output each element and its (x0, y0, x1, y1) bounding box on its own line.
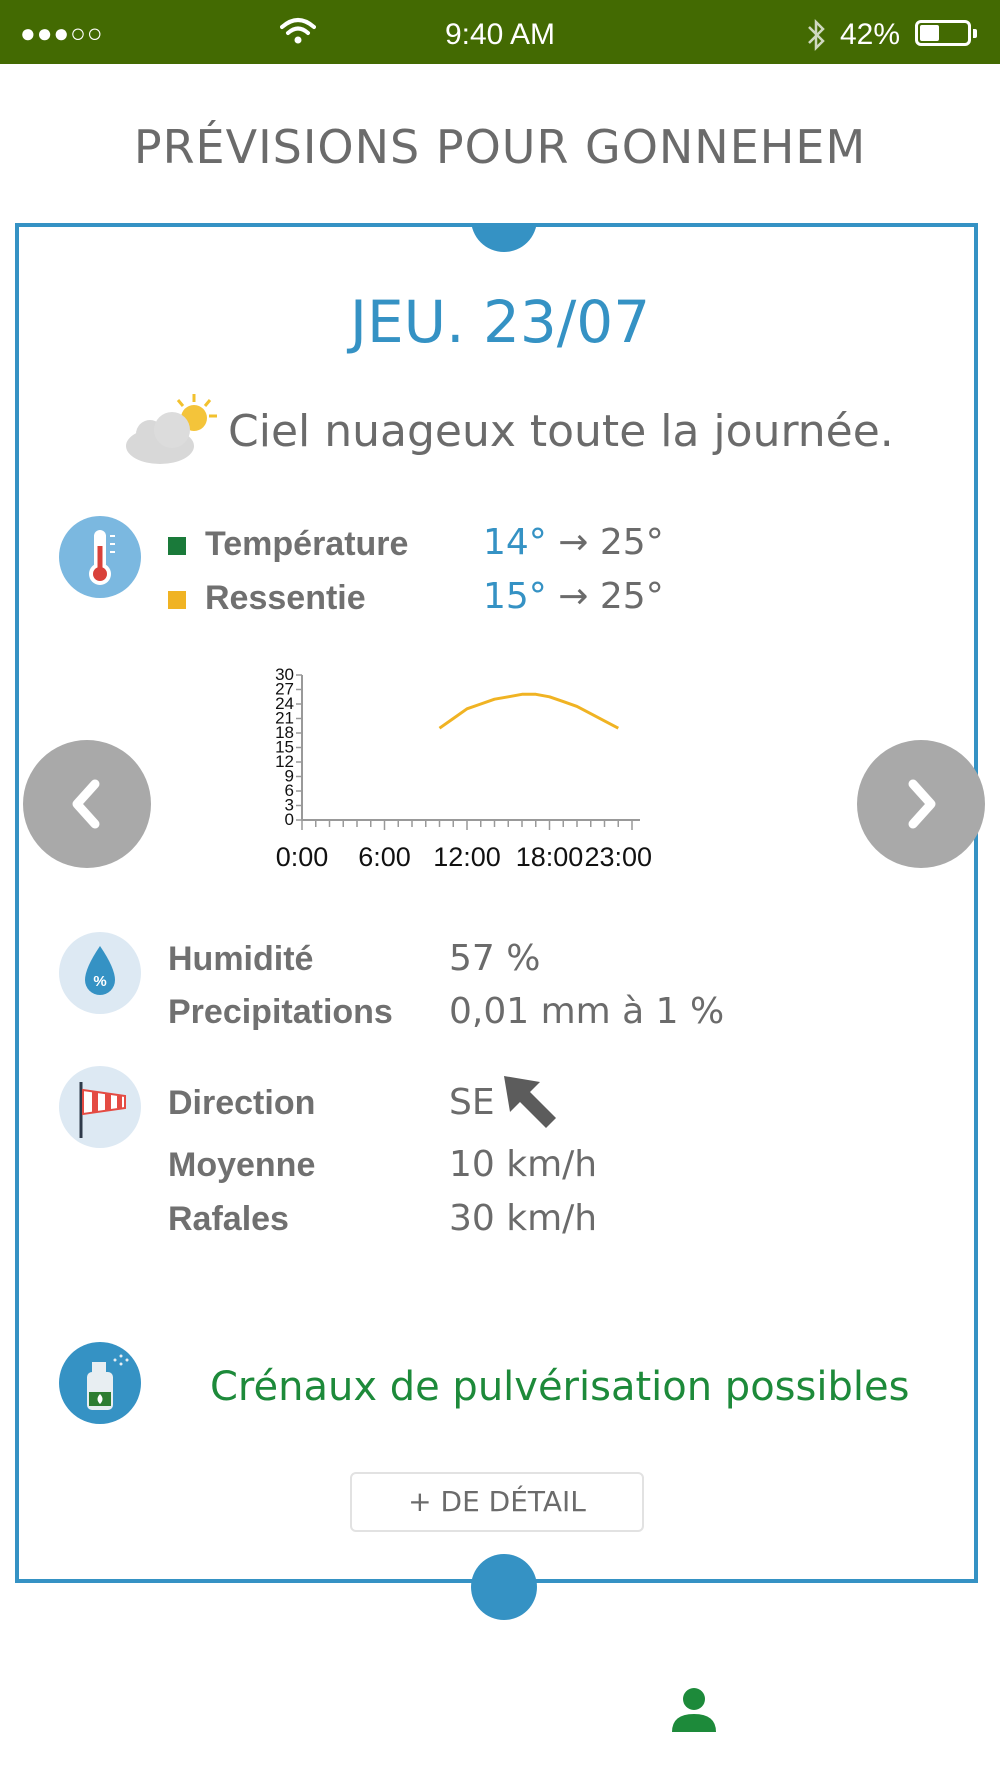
forecast-day: JEU. 23/07 (349, 288, 651, 356)
humidity-icon (59, 932, 141, 1014)
temperature-value (483, 522, 664, 563)
bluetooth-icon (804, 18, 828, 52)
signal-strength: ●●●○○ (20, 18, 104, 48)
chart-x-tick-label: 12:00 (433, 842, 501, 872)
weather-summary-text: Ciel nuageux toute la journée. (228, 406, 894, 457)
card-top-dot (471, 186, 537, 252)
temperature-label: Température (205, 525, 409, 563)
card-bottom-dot[interactable] (471, 1554, 537, 1620)
humidity-value: 57 % (449, 938, 541, 979)
temperature-min: 14° (483, 522, 547, 563)
chart-y-tick-label: 3 (284, 795, 294, 815)
feels-like-max: 25° (599, 576, 664, 617)
wind-average-label: Moyenne (168, 1146, 316, 1184)
page-title: PRÉVISIONS POUR GONNEHEM (133, 120, 867, 174)
chart-y-tick-label: 24 (275, 694, 294, 713)
chart-y-tick-label: 21 (275, 708, 294, 728)
feels-like-arrow: → (558, 576, 589, 617)
chart-x-tick-label: 23:00 (584, 842, 653, 872)
thermometer-icon (59, 516, 141, 598)
feels-like-value (483, 576, 664, 617)
chart-x-tick-label: 0:00 (275, 842, 329, 872)
precipitation-value: 0,01 mm à 1 % (449, 991, 725, 1032)
chart-y-tick-label: 18 (275, 723, 294, 742)
feels-like-min: 15° (483, 576, 547, 617)
wind-gusts-value: 30 km/h (449, 1198, 598, 1239)
arrow-up-left-icon (500, 1072, 560, 1130)
battery-icon (915, 20, 971, 46)
wind-average-value: 10 km/h (449, 1144, 598, 1185)
humidity-label: Humidité (168, 940, 314, 978)
status-time: 9:40 AM (444, 18, 556, 51)
wind-direction-value: SE (449, 1082, 495, 1123)
next-day-button[interactable] (857, 740, 985, 868)
svg-text:%: % (93, 973, 107, 990)
chart-series-line (440, 694, 619, 728)
chevron-right-icon (857, 740, 985, 868)
battery-percent: 42% (840, 18, 901, 51)
sprayer-icon (59, 1342, 141, 1424)
chart-x-tick-label: 18:00 (515, 842, 584, 872)
legend-temperature-square (168, 537, 186, 555)
chart-y-tick-label: 0 (284, 810, 294, 829)
user-icon[interactable] (668, 1686, 720, 1734)
wind-direction-label: Direction (168, 1084, 316, 1122)
spray-window-text: Crénaux de pulvérisation possibles (210, 1364, 910, 1410)
cloud-sun-icon (120, 390, 220, 470)
feels-like-label: Ressentie (205, 579, 366, 617)
previous-day-button[interactable] (23, 740, 151, 868)
windsock-icon (59, 1066, 141, 1148)
temperature-max: 25° (599, 522, 664, 563)
chart-y-tick-label: 30 (275, 665, 294, 684)
wind-gusts-label: Rafales (168, 1200, 289, 1238)
chart-y-tick-label: 6 (284, 781, 294, 800)
chart-y-tick-label: 9 (284, 766, 294, 786)
temperature-chart (240, 660, 760, 900)
chart-x-tick-label: 6:00 (358, 842, 411, 872)
more-detail-button[interactable]: + DE DÉTAIL (350, 1472, 644, 1532)
chevron-left-icon (23, 740, 151, 868)
precipitation-label: Precipitations (168, 993, 393, 1031)
chart-y-tick-label: 27 (275, 679, 294, 699)
legend-feels-like-square (168, 591, 186, 609)
status-bar (0, 0, 1000, 64)
chart-y-tick-label: 12 (275, 752, 294, 771)
chart-y-tick-label: 15 (275, 737, 294, 757)
temperature-arrow: → (558, 522, 589, 563)
